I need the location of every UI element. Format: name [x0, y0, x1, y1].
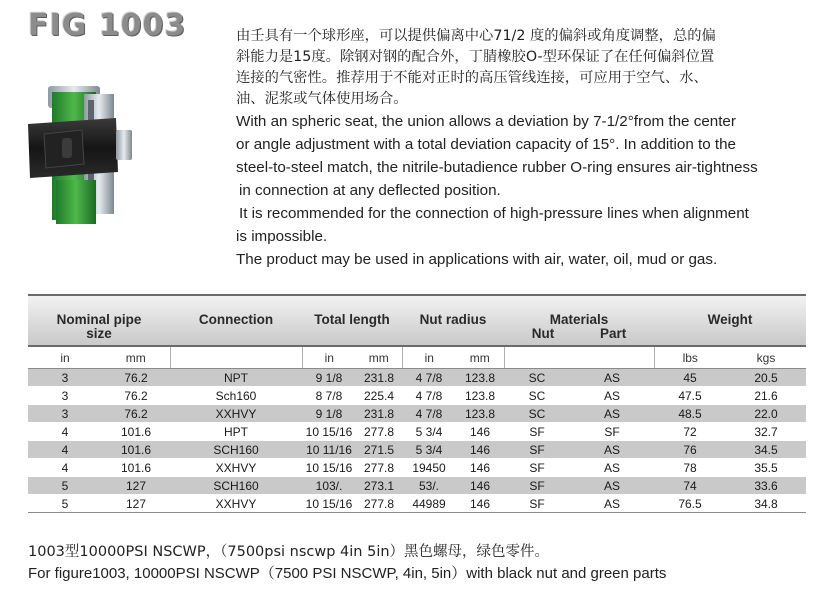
cell-lbs: 74: [654, 477, 726, 495]
cell-length-mm: 231.8: [356, 405, 402, 423]
cell-radius-in: 5 3/4: [402, 441, 456, 459]
cell-size-mm: 101.6: [102, 459, 170, 477]
table-row: [28, 477, 806, 495]
unit-radius-in: in: [402, 346, 456, 369]
table-row: [28, 423, 806, 441]
cell-kgs: 33.6: [726, 477, 806, 495]
cell-length-mm: 277.8: [356, 459, 402, 477]
spec-table: [28, 294, 806, 513]
cell-radius-in: 4 7/8: [402, 387, 456, 405]
cell-connection: SCH160: [170, 441, 302, 459]
spec-table-body: [28, 369, 806, 513]
figure-title: FIG 1003: [28, 8, 187, 43]
cell-nut: SF: [504, 477, 570, 495]
cell-size-in: 3: [28, 369, 102, 387]
cell-radius-mm: 123.8: [456, 387, 504, 405]
cell-length-mm: 277.8: [356, 495, 402, 513]
header-nominal-line2: size: [86, 326, 112, 341]
header-nominal-size: [28, 295, 170, 346]
cell-kgs: 21.6: [726, 387, 806, 405]
description-en-line: or angle adjustment with a total deviation capacity of 15°. In addition to the: [236, 136, 736, 153]
cell-size-in: 3: [28, 405, 102, 423]
cell-radius-in: 5 3/4: [402, 423, 456, 441]
cell-length-in: 103/.: [302, 477, 356, 495]
description-en-line: It is recommended for the connection of high-pressure lines when alignment: [239, 205, 749, 222]
cell-length-mm: 231.8: [356, 369, 402, 387]
header-materials: [504, 295, 654, 346]
cell-part: AS: [570, 387, 654, 405]
description-zh-line: 油、泥浆或气体使用场合。: [236, 91, 408, 107]
description-en-line: With an spheric seat, the union allows a deviation by 7-1/2°from the center: [236, 113, 736, 130]
cell-part: SF: [570, 423, 654, 441]
cell-length-in: 9 1/8: [302, 369, 356, 387]
footer-note-zh: 1003型10000PSI NSCWP，（7500psi nscwp 4in 5in）黑色螺母，绿色零件。: [28, 544, 550, 560]
header-materials-label: Materials: [549, 312, 609, 327]
cell-part: AS: [570, 495, 654, 513]
table-row: [28, 405, 806, 423]
cell-size-mm: 76.2: [102, 369, 170, 387]
cell-radius-mm: 123.8: [456, 369, 504, 387]
table-row: [28, 459, 806, 477]
cell-connection: SCH160: [170, 477, 302, 495]
table-row: [28, 441, 806, 459]
cell-length-mm: 277.8: [356, 423, 402, 441]
cell-radius-mm: 146: [456, 459, 504, 477]
cell-radius-in: 19450: [402, 459, 456, 477]
description-en-line: in connection at any deflected position.: [239, 182, 501, 199]
unit-weight-kgs: kgs: [726, 346, 806, 369]
cell-length-in: 8 7/8: [302, 387, 356, 405]
table-row: [28, 369, 806, 387]
description-zh-line: 由壬具有一个球形座，可以提供偏离中心71/2 度的偏斜或角度调整，总的偏: [236, 28, 716, 44]
cell-lbs: 76: [654, 441, 726, 459]
footer-note: [28, 542, 666, 584]
cell-size-mm: 101.6: [102, 423, 170, 441]
cell-length-in: 10 15/16: [302, 423, 356, 441]
cell-size-in: 5: [28, 477, 102, 495]
cell-radius-mm: 146: [456, 441, 504, 459]
footer-note-en: For figure1003, 10000PSI NSCWP（7500 PSI NSCWP, 4in, 5in）with black nut and green parts: [28, 565, 667, 582]
cell-part: AS: [570, 369, 654, 387]
cell-kgs: 34.5: [726, 441, 806, 459]
unit-connection: [170, 346, 302, 369]
cell-length-in: 10 15/16: [302, 459, 356, 477]
cell-lbs: 48.5: [654, 405, 726, 423]
header-total-length-label: Total length: [314, 312, 390, 327]
description-en-line: The product may be used in applications with air, water, oil, mud or gas.: [236, 251, 718, 268]
cell-radius-mm: 123.8: [456, 405, 504, 423]
header-weight-label: Weight: [707, 312, 753, 327]
cell-part: AS: [570, 441, 654, 459]
cell-size-in: 4: [28, 441, 102, 459]
cell-connection: NPT: [170, 369, 302, 387]
header-materials-part: Part: [600, 326, 627, 341]
cell-nut: SC: [504, 387, 570, 405]
cell-connection: HPT: [170, 423, 302, 441]
cell-size-in: 5: [28, 495, 102, 513]
cell-size-in: 4: [28, 459, 102, 477]
cell-connection: Sch160: [170, 387, 302, 405]
cell-size-mm: 76.2: [102, 387, 170, 405]
cell-length-mm: 225.4: [356, 387, 402, 405]
cell-radius-in: 53/.: [402, 477, 456, 495]
unit-size-in: in: [28, 346, 102, 369]
cell-nut: SF: [504, 423, 570, 441]
cell-length-in: 9 1/8: [302, 405, 356, 423]
cell-kgs: 20.5: [726, 369, 806, 387]
description-zh-line: 斜能力是15度。除钢对钢的配合外，丁腈橡胶O-型环保证了在任何偏斜位置: [236, 49, 715, 65]
header-nominal-line1: Nominal pipe: [56, 312, 142, 327]
cell-size-mm: 76.2: [102, 405, 170, 423]
cell-radius-in: 44989: [402, 495, 456, 513]
cell-length-in: 10 11/16: [302, 441, 356, 459]
description-zh-line: 连接的气密性。推荐用于不能对正时的高压管线连接，可应用于空气、水、: [236, 70, 708, 86]
cell-size-mm: 127: [102, 477, 170, 495]
cell-radius-mm: 146: [456, 423, 504, 441]
unit-length-mm: mm: [356, 346, 402, 369]
union-product-image: [22, 84, 142, 226]
header-total-length: [302, 295, 402, 346]
cell-radius-mm: 146: [456, 495, 504, 513]
cell-nut: SF: [504, 459, 570, 477]
cell-lbs: 72: [654, 423, 726, 441]
description-en-line: is impossible.: [236, 228, 328, 245]
header-connection: [170, 295, 302, 346]
product-description: [236, 26, 816, 271]
table-row: [28, 387, 806, 405]
cell-kgs: 22.0: [726, 405, 806, 423]
header-materials-sub: [504, 327, 654, 340]
cell-kgs: 34.8: [726, 495, 806, 513]
cell-nut: SF: [504, 495, 570, 513]
cell-connection: XXHVY: [170, 495, 302, 513]
cell-lbs: 47.5: [654, 387, 726, 405]
cell-kgs: 32.7: [726, 423, 806, 441]
unit-radius-mm: mm: [456, 346, 504, 369]
cell-part: AS: [570, 459, 654, 477]
cell-size-in: 3: [28, 387, 102, 405]
cell-length-mm: 271.5: [356, 441, 402, 459]
cell-connection: XXHVY: [170, 405, 302, 423]
cell-lbs: 78: [654, 459, 726, 477]
header-weight: [654, 295, 806, 346]
cell-radius-in: 4 7/8: [402, 405, 456, 423]
cell-connection: XXHVY: [170, 459, 302, 477]
cell-length-in: 10 15/16: [302, 495, 356, 513]
cell-kgs: 35.5: [726, 459, 806, 477]
cell-length-mm: 273.1: [356, 477, 402, 495]
cell-part: AS: [570, 405, 654, 423]
cell-radius-in: 4 7/8: [402, 369, 456, 387]
header-nut-radius-label: Nut radius: [419, 312, 487, 327]
cell-nut: SC: [504, 369, 570, 387]
unit-length-in: in: [302, 346, 356, 369]
cell-part: AS: [570, 477, 654, 495]
table-header-row: [28, 295, 806, 346]
description-en-line: steel-to-steel match, the nitrile-butadience rubber O-ring ensures air-tightness: [236, 159, 758, 176]
table-unit-row: [28, 346, 806, 369]
cell-size-in: 4: [28, 423, 102, 441]
cell-size-mm: 127: [102, 495, 170, 513]
header-materials-nut: Nut: [531, 326, 555, 341]
cell-radius-mm: 146: [456, 477, 504, 495]
cell-lbs: 76.5: [654, 495, 726, 513]
unit-size-mm: mm: [102, 346, 170, 369]
cell-size-mm: 101.6: [102, 441, 170, 459]
cell-lbs: 45: [654, 369, 726, 387]
header-connection-label: Connection: [198, 312, 274, 327]
unit-materials: [504, 346, 654, 369]
cell-nut: SF: [504, 441, 570, 459]
unit-weight-lbs: lbs: [654, 346, 726, 369]
cell-nut: SC: [504, 405, 570, 423]
header-nut-radius: [402, 295, 504, 346]
table-row: [28, 495, 806, 513]
